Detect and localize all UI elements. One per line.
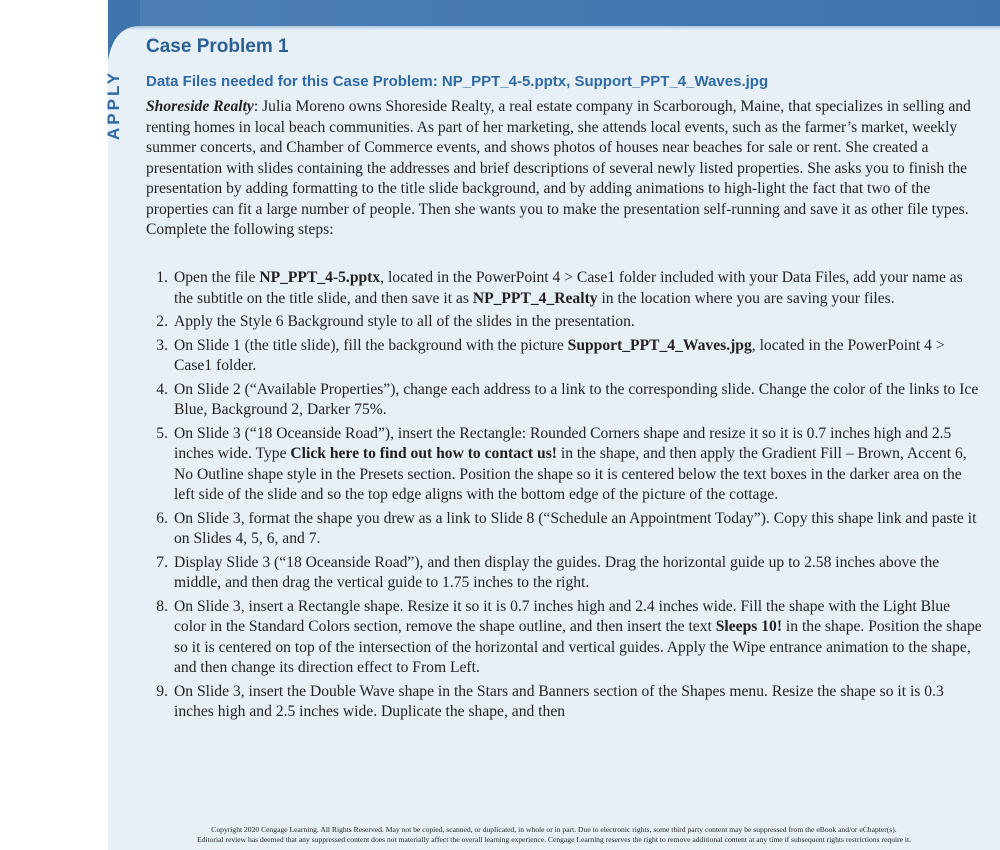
step-text: in the shape, and then apply the Gradient Fill – Brown, Accent 6, No Outline shape style in the Presets section. Position the shape so it is centered below the text boxes in the darker area on the left side of the slide and so the top edge aligns with the bottom edge of the picture of the cottage. xyxy=(174,445,967,503)
step-bold-text: NP_PPT_4_Realty xyxy=(472,289,598,307)
company-name: Shoreside Realty xyxy=(146,98,254,115)
step-item xyxy=(146,424,982,506)
step-item xyxy=(146,682,982,723)
step-text: , located in the PowerPoint 4 > Case1 folder. xyxy=(174,336,945,374)
data-files-prefix: Data Files needed for this Case Problem: xyxy=(146,73,442,90)
step-item xyxy=(146,553,982,594)
step-number: 2. xyxy=(156,313,168,330)
step-number: 1. xyxy=(156,269,168,286)
footer-line-1: Copyright 2020 Cengage Learning. All Rights Reserved. May not be copied, scanned, or duplicated, in whole or in part. Due to electronic rights, some third party content may be suppressed from the eBook and/or eChapter(s). xyxy=(211,825,897,834)
step-number: 9. xyxy=(156,682,168,700)
apply-label: APPLY xyxy=(104,69,123,140)
top-band-shadow xyxy=(108,26,1000,30)
page-title: Case Problem 1 xyxy=(146,36,289,57)
step-number: 4. xyxy=(156,380,168,398)
footer-line-2: Editorial review has deemed that any suppressed content does not materially affect the overall learning experience. Cengage Learning reserves the right to remove additional content at any time if subsequent rights restrictions require it. xyxy=(196,835,912,844)
step-text: On Slide 3, format the shape you drew as a link to Slide 8 (“Schedule an Appointment Today”). Copy this shape link and paste it on Slides 4, 5, 6, and 7. xyxy=(174,509,977,547)
step-number: 3. xyxy=(156,336,168,354)
step-item xyxy=(146,509,982,550)
step-text: , located in the PowerPoint 4 > Case1 folder included with your Data Files, add your name as the subtitle on the title slide, and then save it as xyxy=(174,269,963,307)
step-item xyxy=(146,336,982,377)
top-band xyxy=(108,0,1000,26)
step-number: 5. xyxy=(156,424,168,442)
step-text: Open the file xyxy=(174,269,260,286)
step-item xyxy=(146,268,982,309)
copyright-footer xyxy=(108,825,1000,845)
step-bold-text: Click here to find out how to contact us! xyxy=(290,445,557,462)
steps-list xyxy=(146,268,982,726)
step-bold-text: Sleeps 10! xyxy=(715,618,783,635)
step-text: in the shape. Position the shape so it is centered on top of the intersection of the horizontal and vertical guides. Apply the Wipe entrance animation to the shape, and then change its direction effect to From Left. xyxy=(174,618,982,676)
step-text: On Slide 2 (“Available Properties”), change each address to a link to the corresponding slide. Change the color of the links to Ice Blue, Background 2, Darker 75%. xyxy=(174,380,979,418)
step-number: 8. xyxy=(156,597,168,615)
step-text: in the location where you are saving your files. xyxy=(597,289,895,307)
step-number: 6. xyxy=(156,509,168,527)
step-text: On Slide 3 (“18 Oceanside Road”), insert the Rectangle: Rounded Corners shape and resize it so it is 0.7 inches high and 2.5 inches wide. Type xyxy=(174,424,952,462)
step-item xyxy=(146,380,982,421)
step-bold-text: NP_PPT_4-5.pptx xyxy=(259,269,381,286)
corner-curve xyxy=(108,0,140,60)
step-text: On Slide 1 (the title slide), fill the background with the picture xyxy=(174,336,568,354)
data-files-names: NP_PPT_4-5.pptx, Support_PPT_4_Waves.jpg xyxy=(441,73,769,90)
step-text: On Slide 3, insert the Double Wave shape in the Stars and Banners section of the Shapes menu. Resize the shape so it is 0.3 inches high and 2.5 inches wide. Duplicate the shape, and then xyxy=(174,682,944,720)
data-files-line xyxy=(146,73,768,90)
step-item xyxy=(146,312,982,333)
step-text: On Slide 3, insert a Rectangle shape. Resize it so it is 0.7 inches high and 2.4 inches wide. Fill the shape with the Light Blue color in the Standard Colors section, remove the shape outline, and then insert the text xyxy=(174,597,951,635)
intro-paragraph xyxy=(146,97,982,241)
step-item xyxy=(146,597,982,679)
step-text: Display Slide 3 (“18 Oceanside Road”), and then display the guides. Drag the horizontal guide up to 2.58 inches above the middle, and then drag the vertical guide to 1.75 inches to the right. xyxy=(174,553,940,591)
intro-text: : Julia Moreno owns Shoreside Realty, a real estate company in Scarborough, Maine, that specializes in selling and renting homes in local beach communities. As part of her marketing, she attends local events, such as the farmer’s market, weekly summer concerts, and Chamber of Commerce events, and shows photos of houses near beaches for sale or rent. She created a presentation with slides containing the addresses and brief descriptions of several newly listed properties. She asks you to finish the presentation by adding formatting to the title slide background, and by adding animations to high-light the fact that two of the properties can fit a large number of people. Then she wants you to make the presentation self-running and save it as other file types. Complete the following steps: xyxy=(146,98,971,238)
step-text: Apply the Style 6 Background style to all of the slides in the presentation. xyxy=(174,313,635,330)
step-bold-text: Support_PPT_4_Waves.jpg xyxy=(567,336,752,354)
step-number: 7. xyxy=(156,553,168,571)
